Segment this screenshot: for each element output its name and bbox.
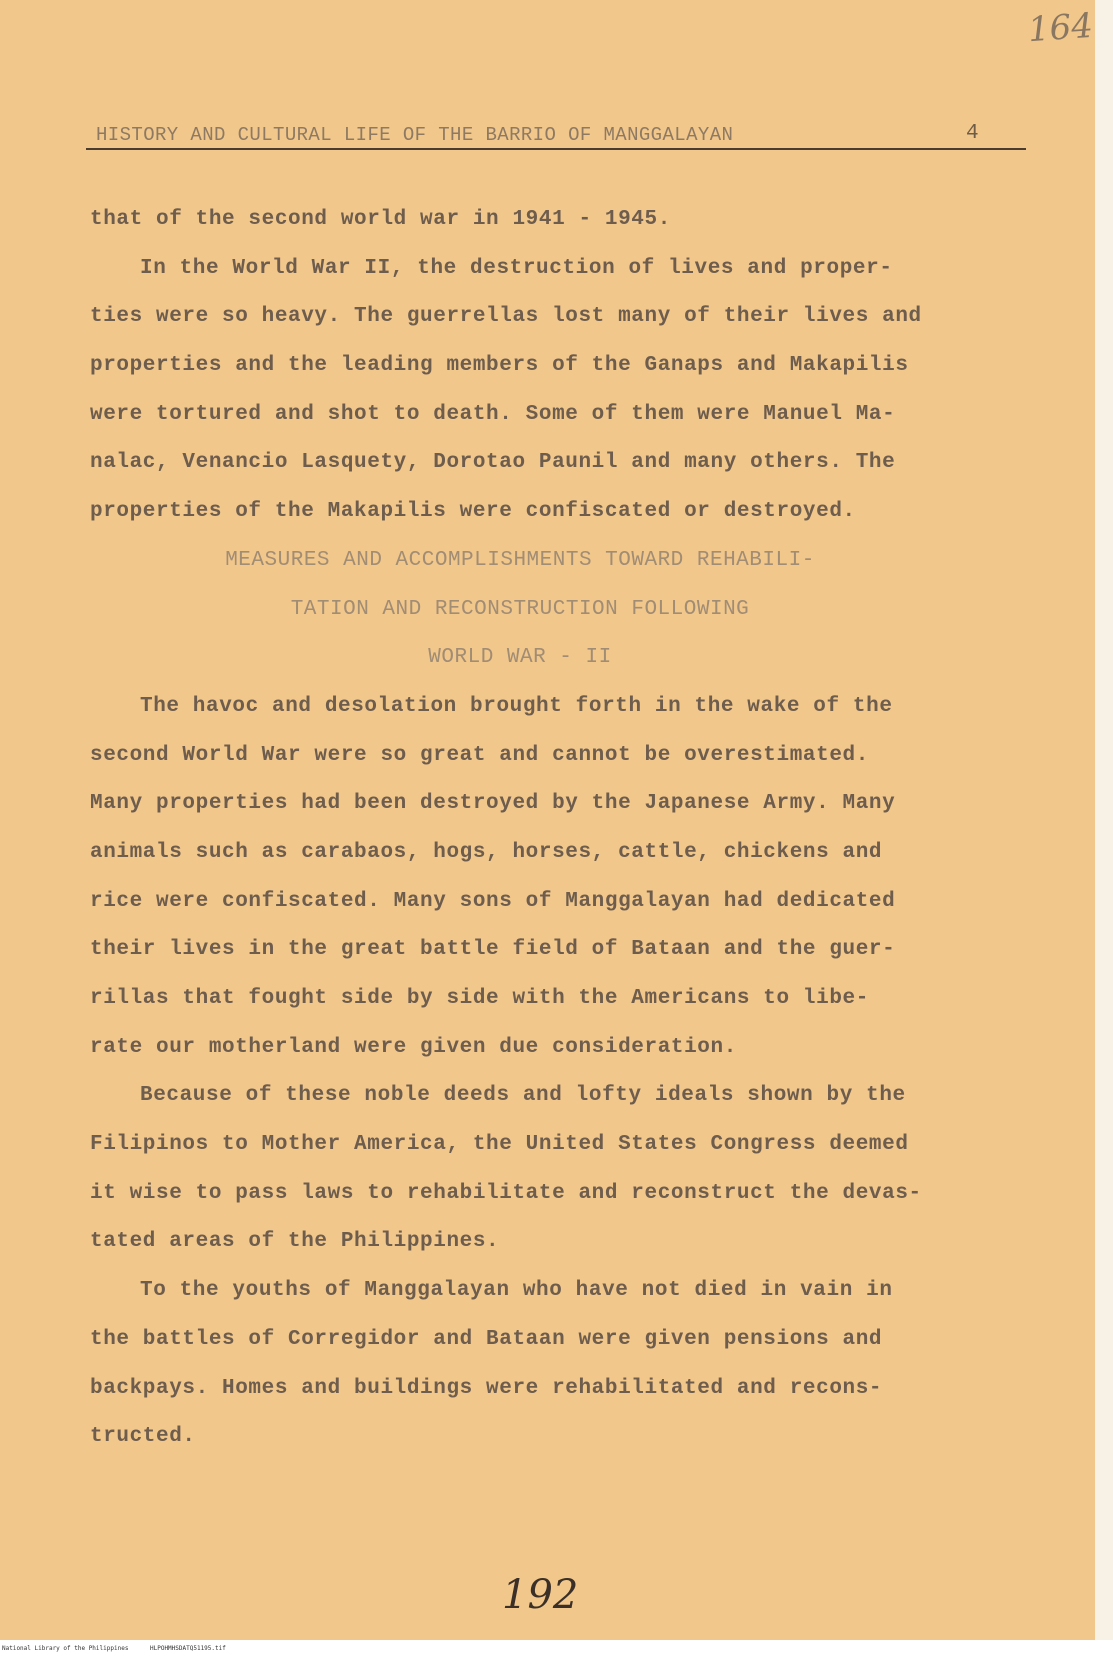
text-line: tated areas of the Philippines. [90,1230,500,1254]
running-head [86,120,1026,150]
text-line: properties and the leading members of the Ganaps and Makapilis [90,354,909,378]
section-heading-line: MEASURES AND ACCOMPLISHMENTS TOWARD REHABILI- [225,548,815,572]
text-line: nalac, Venancio Lasquety, Dorotao Paunil and many others. The [90,451,896,475]
text-line: backpays. Homes and buildings were rehabilitated and recons- [90,1376,883,1400]
text-line: ties were so heavy. The guerrellas lost many of their lives and [90,305,922,329]
section-heading-line: WORLD WAR - II [428,646,612,670]
handwritten-page-number: 192 [502,1572,579,1618]
text-line: properties of the Makapilis were confiscated or destroyed. [90,500,856,524]
text-line: Filipinos to Mother America, the United States Congress deemed [90,1133,909,1157]
text-line: To the youths of Manggalayan who have not died in vain in [140,1279,893,1303]
footer-library: National Library of the Philippines [2,1645,129,1652]
text-line: rillas that fought side by side with the Americans to libe- [90,987,869,1010]
running-head-title: HISTORY AND CULTURAL LIFE OF THE BARRIO OF MANGGALAYAN [96,124,734,146]
body-text [90,196,1040,1462]
text-line: their lives in the great battle field of Bataan and the guer- [90,938,896,962]
text-line: Because of these noble deeds and lofty ideals shown by the [140,1084,906,1108]
text-line: were tortured and shot to death. Some of them were Manuel Ma- [90,402,896,426]
running-head-page-number: 4 [966,122,980,145]
scan-footer [0,1640,1113,1658]
text-line: animals such as carabaos, hogs, horses, cattle, chickens and [90,840,883,864]
page-edge [1095,0,1113,1640]
text-line: the battles of Corregidor and Bataan were given pensions and [90,1327,883,1351]
text-line: that of the second world war in 1941 - 1945. [90,208,671,231]
section-heading-line: TATION AND RECONSTRUCTION FOLLOWING [290,597,750,621]
text-line: rate our motherland were given due consideration. [90,1035,737,1059]
text-line: tructed. [90,1425,196,1449]
header-rule [86,148,1026,150]
text-line: In the World War II, the destruction of lives and proper- [140,256,893,280]
text-line: rice were confiscated. Many sons of Manggalayan had dedicated [90,889,896,913]
text-line: it wise to pass laws to rehabilitate and reconstruct the devas- [90,1181,922,1205]
folio-number: 164 [1026,5,1095,51]
text-line: Many properties had been destroyed by the Japanese Army. Many [90,792,896,816]
text-line: The havoc and desolation brought forth in the wake of the [140,694,893,718]
footer-file-id: HLPOHMHSDATQ51195.tif [150,1645,226,1652]
text-line: second World War were so great and cannot be overestimated. [90,743,869,767]
